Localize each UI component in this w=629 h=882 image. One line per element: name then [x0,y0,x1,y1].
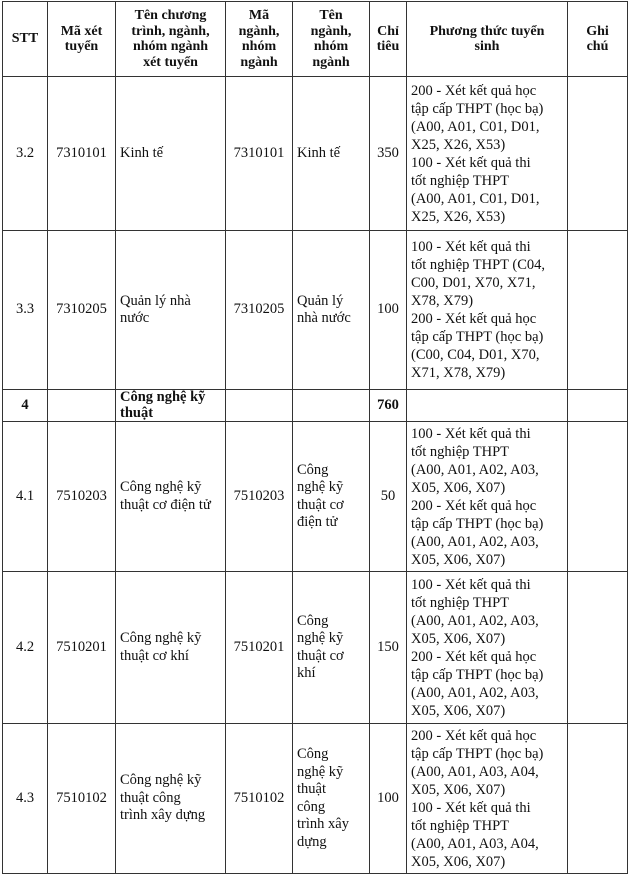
group-phuong-thuc [407,390,568,422]
group-ma-xet-tuyen [48,390,116,422]
cell-ma-xet-tuyen: 7510201 [48,572,116,724]
cell-ten-chuong-trinh: Quản lý nhà nước [116,231,226,390]
cell-chi-tieu: 350 [370,77,407,231]
group-ten-chuong-trinh: Công nghệ kỹ thuật [116,390,226,422]
cell-ten-chuong-trinh: Kinh tế [116,77,226,231]
header-ten-nganh: Tên ngành, nhóm ngành [293,2,370,77]
table-row [3,231,628,390]
header-ghi-chu: Ghi chú [568,2,628,77]
cell-stt: 3.2 [3,77,48,231]
cell-ma-nganh: 7510102 [226,724,293,874]
cell-chi-tieu: 100 [370,724,407,874]
cell-phuong-thuc: 200 - Xét kết quả học tập cấp THPT (học bạ) (A00, A01, C01, D01, X25, X26, X53) 100 - Xét kết quả thi tốt nghiệp THPT (A00, A01, C01, D01, X25, X26, X53) [407,77,568,231]
group-row [3,390,628,422]
cell-ma-nganh: 7510203 [226,422,293,572]
cell-stt: 4.3 [3,724,48,874]
cell-ten-nganh: Quản lý nhà nước [293,231,370,390]
header-ten-chuong-trinh: Tên chương trình, ngành, nhóm ngành xét tuyển [116,2,226,77]
cell-chi-tieu: 100 [370,231,407,390]
cell-stt: 4.1 [3,422,48,572]
cell-ten-nganh: Công nghệ kỹ thuật công trình xây dựng [293,724,370,874]
header-ma-xet-tuyen: Mã xét tuyển [48,2,116,77]
cell-phuong-thuc: 200 - Xét kết quả học tập cấp THPT (học bạ) (A00, A01, A03, A04, X05, X06, X07) 100 - Xét kết quả thi tốt nghiệp THPT (A00, A01, A03, A04, X05, X06, X07) [407,724,568,874]
cell-ghi-chu [568,231,628,390]
cell-phuong-thuc: 100 - Xét kết quả thi tốt nghiệp THPT (A00, A01, A02, A03, X05, X06, X07) 200 - Xét kết quả học tập cấp THPT (học bạ) (A00, A01, A02, A03, X05, X06, X07) [407,572,568,724]
cell-ma-xet-tuyen: 7310205 [48,231,116,390]
group-ten-nganh [293,390,370,422]
cell-ma-xet-tuyen: 7310101 [48,77,116,231]
cell-ten-chuong-trinh: Công nghệ kỹ thuật công trình xây dựng [116,724,226,874]
cell-ma-nganh: 7510201 [226,572,293,724]
cell-stt: 4.2 [3,572,48,724]
cell-ten-chuong-trinh: Công nghệ kỹ thuật cơ khí [116,572,226,724]
cell-chi-tieu: 150 [370,572,407,724]
table-row [3,77,628,231]
cell-ten-nganh: Kinh tế [293,77,370,231]
cell-ma-xet-tuyen: 7510203 [48,422,116,572]
table-row [3,422,628,572]
cell-phuong-thuc: 100 - Xét kết quả thi tốt nghiệp THPT (A00, A01, A02, A03, X05, X06, X07) 200 - Xét kết quả học tập cấp THPT (học bạ) (A00, A01, A02, A03, X05, X06, X07) [407,422,568,572]
table-row [3,724,628,874]
header-row [3,2,628,77]
cell-ten-nganh: Công nghệ kỹ thuật cơ điện tử [293,422,370,572]
cell-phuong-thuc: 100 - Xét kết quả thi tốt nghiệp THPT (C04, C00, D01, X70, X71, X78, X79) 200 - Xét kết quả học tập cấp THPT (học bạ) (C00, C04, D01, X70, X71, X78, X79) [407,231,568,390]
cell-ghi-chu [568,724,628,874]
group-chi-tieu: 760 [370,390,407,422]
cell-ghi-chu [568,572,628,724]
cell-chi-tieu: 50 [370,422,407,572]
group-ma-nganh [226,390,293,422]
cell-ten-nganh: Công nghệ kỹ thuật cơ khí [293,572,370,724]
admission-table [2,1,628,874]
cell-ghi-chu [568,422,628,572]
cell-ma-xet-tuyen: 7510102 [48,724,116,874]
cell-stt: 3.3 [3,231,48,390]
header-stt: STT [3,2,48,77]
cell-ghi-chu [568,77,628,231]
header-ma-nganh: Mã ngành, nhóm ngành [226,2,293,77]
cell-ten-chuong-trinh: Công nghệ kỹ thuật cơ điện tử [116,422,226,572]
header-chi-tieu: Chỉ tiêu [370,2,407,77]
group-ghi-chu [568,390,628,422]
cell-ma-nganh: 7310205 [226,231,293,390]
group-stt: 4 [3,390,48,422]
cell-ma-nganh: 7310101 [226,77,293,231]
header-phuong-thuc: Phương thức tuyển sinh [407,2,568,77]
table-row [3,572,628,724]
